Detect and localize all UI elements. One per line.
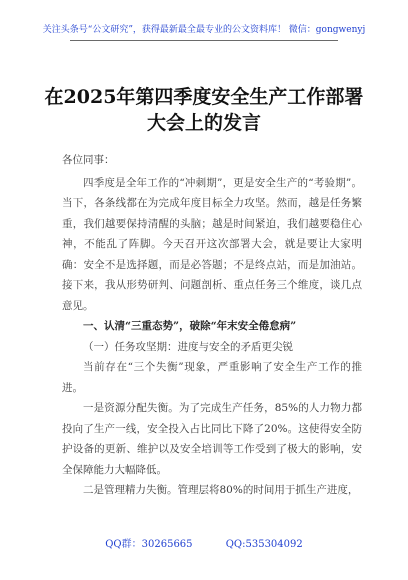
subsection-heading-1: （一）任务攻坚期：进度与安全的矛盾更尖锐 [83,340,293,353]
paragraph-resource-imbalance: 一是资源分配失衡。为了完成生产任务，85%的人力物力都投向了生产一线，安全投入占比同比下降了20%。这使得安全防护设备的更新、维护以及安全培训等工作受到了极大的影响，安全保障能力大幅降低。 [62,402,362,476]
title-line-1: 在2025年第四季度安全生产工作部署 [44,86,364,108]
footer-contact [0,535,408,550]
title-line-2: 大会上的发言 [146,112,261,134]
document-title [20,84,388,136]
greeting: 各位同事： [62,154,115,166]
document-body [62,150,362,501]
footer-qq-group: QQ群：30265665 [105,539,193,550]
paragraph-imbalance-intro: 当前存在“三个失衡”现象，严重影响了安全生产工作的推进。 [62,361,362,394]
footer-qq: QQ:535304092 [225,539,303,550]
paragraph-management-imbalance: 二是管理精力失衡。管理层将80%的时间用于抓生产进度， [83,484,359,496]
section-heading-1: 一、认清“三重态势”，破除“年末安全倦怠病” [83,320,297,332]
header-divider [70,40,338,41]
intro-paragraph: 四季度是全年工作的“冲刺期”，更是安全生产的“考验期”。当下，各条线都在为完成年度目标全力攻坚。然而，越是任务繁重，我们越要保持清醒的头脑；越是时间紧迫，我们越要稳住心神，不能乱了阵脚。今天召开这次部署大会，就是要让大家明确：安全不是选择题，而是必答题；不是终点站，而是加油站。接下来，我从形势研判、问题剖析、重点任务三个维度，谈几点意见。 [62,176,362,312]
header-promo-note: 关注头条号“公文研究”，获得最新最全最专业的公文资料库！ 微信：gongwenyj [42,25,366,35]
